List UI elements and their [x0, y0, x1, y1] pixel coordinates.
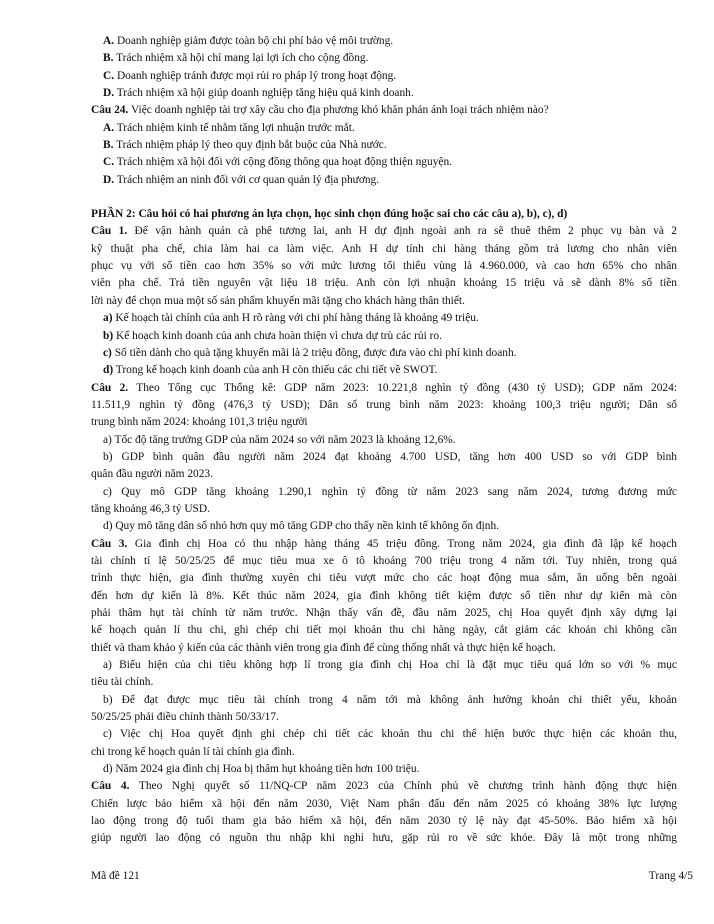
statement-line: d) Quy mô tăng dân số nhỏ hơn quy mô tăng GDP cho thấy nền kinh tế không ổn định. — [103, 520, 500, 533]
option-text: Trách nhiệm xã hội đối với cộng đồng thông qua hoạt động thiện nguyện. — [116, 156, 452, 169]
question-text-line: viên pha chế. Trả tiền nguyên vật liệu 18 triệu. Anh còn lợi nhuận khoảng 15 triệu và sẽ dành 8% số tiền — [91, 277, 677, 290]
question-text-line: kỹ thuật pha chế, chia làm hai ca làm việc. Anh H dự tính chi hàng tháng gồm trả lương cho nhân viên — [91, 242, 677, 255]
question-text-line: phải thâm hụt tài chính từ năm trước. Nhận thấy vấn đề, đầu năm 2025, chị Hoa quyết định xây dựng lại — [91, 607, 677, 619]
option-line — [91, 154, 677, 171]
question-4-line — [91, 778, 677, 795]
option-line — [91, 85, 677, 102]
statement-line-cont: quân đầu người năm 2023. — [91, 468, 213, 481]
option-text: Trách nhiệm pháp lý theo quy định bắt buộc của Nhà nước. — [116, 139, 387, 152]
question-text: Theo Tổng cục Thống kê: GDP năm 2023: 10.221,8 nghìn tỷ đồng (430 tỷ USD); GDP năm 2024: — [136, 381, 677, 394]
statement-line: a) Biểu hiện của chi tiêu không hợp lí trong gia đình chị Hoa chỉ là đặt mục tiêu quá lớn so với % mục — [103, 659, 677, 672]
option-line — [91, 33, 677, 50]
statement-line: b) GDP bình quân đầu người năm 2024 đạt khoảng 4.700 USD, tăng hơn 400 USD so với GDP bình — [103, 450, 677, 463]
question-24 — [91, 102, 677, 119]
option-letter: C. — [103, 69, 115, 82]
question-label: Câu 4. — [91, 780, 130, 793]
question-text-line: lao động trong độ tuổi tham gia bảo hiểm xã hội, đến năm 2030 tỷ lệ này đạt 45-50%. Bảo hiểm xã hội — [91, 815, 677, 828]
statement-line: c) Quy mô GDP tăng khoảng 1.290,1 nghìn tỷ đồng từ năm 2023 sang năm 2024, tương đương mức — [103, 485, 677, 498]
option-letter: B. — [103, 52, 114, 65]
statement-line — [91, 328, 677, 345]
question-text: Theo Nghị quyết số 11/NQ-CP năm 2023 của Chính phủ về chương trình hành động thực hiện — [138, 780, 677, 793]
statement-text: Trong kế hoạch kinh doanh của anh H còn thiếu các chi tiết về SWOT. — [115, 364, 438, 377]
statement-line-cont: tiêu tài chính. — [91, 676, 154, 689]
statement-line — [91, 345, 677, 362]
statement-line: c) Việc chị Hoa quyết định ghi chép chi tiết các khoản thu chi thể hiện bước thực hiện các khoản thu, — [103, 728, 677, 741]
question-text-line: Chiến lược bảo hiểm xã hội đến năm 2030, Việt Nam phấn đấu đến năm 2025 có khoảng 38% lực lượng — [91, 797, 677, 810]
option-letter: C. — [103, 156, 115, 169]
option-text: Doanh nghiệp tránh được mọi rủi ro pháp lý trong hoạt động. — [116, 69, 397, 82]
question-text-line: tài chính tỉ lệ 50/25/25 để mục tiêu mua xe ô tô khoảng 700 triệu trong 4 năm tới. Tuy nhiên, trong quá — [91, 554, 677, 567]
page-number: Trang 4/5 — [648, 870, 693, 882]
section-gap — [91, 189, 677, 206]
question-text-line: phục vụ với số tiền cao hơn 35% so với mức lương tối thiểu vùng là 4.960.000, và cao hơn 65% cho nhân — [91, 260, 677, 273]
question-label: Câu 24. — [91, 104, 129, 117]
statement-line: d) Năm 2024 gia đình chị Hoa bị thâm hụt khoảng tiền hơn 100 triệu. — [103, 763, 420, 776]
option-text: Trách nhiệm an ninh đối với cơ quan quản lý địa phương. — [116, 173, 380, 186]
question-text-line: trung bình năm 2024: khoảng 101,3 triệu người — [91, 416, 308, 429]
question-text-line: thiết và tham khảo ý kiến của các thành viên trong gia đình để cùng thống nhất và thực hiện kế hoạch. — [91, 641, 556, 654]
question-text: Việc doanh nghiệp tài trợ xây cầu cho địa phương khó khăn phản ánh loại trách nhiệm nào? — [131, 104, 549, 117]
option-line — [91, 120, 677, 137]
option-text: Trách nhiệm xã hội giúp doanh nghiệp tăng hiệu quả kinh doanh. — [116, 87, 414, 100]
question-label: Câu 3. — [91, 537, 128, 550]
option-line — [91, 50, 677, 67]
question-text-line: đến hơn dự kiến là 8%. Kết thúc năm 2024, gia đình không tiết kiệm được số tiền như dự kiến mà còn — [91, 589, 677, 602]
question-text-line: lời này để chọn mua một số sản phẩm khuyến mãi tặng cho khách hàng thân thiết. — [91, 294, 465, 307]
statement-line-cont: chi trong kế hoạch quản lí tài chính gia đình. — [91, 745, 295, 758]
question-label: Câu 2. — [91, 381, 129, 394]
statement-text: Số tiền dành cho quà tặng khuyến mãi là 2 triệu đồng, được đưa vào chi phí kinh doanh. — [114, 346, 517, 359]
option-letter: B. — [103, 139, 114, 152]
option-line — [91, 172, 677, 189]
statement-line-cont: 50/25/25 phải điều chỉnh thành 50/33/17. — [91, 711, 279, 724]
option-letter: D. — [103, 173, 115, 186]
option-letter: A. — [103, 35, 115, 47]
statement-line: a) Tốc độ tăng trưởng GDP của năm 2024 so với năm 2023 là khoảng 12,6%. — [103, 433, 456, 446]
question-text-line: 11.511,9 nghìn tỷ đồng (476,3 tỷ USD); Dân số trung bình năm 2023: khoảng 100,3 triệu người; Dân số — [91, 398, 677, 411]
question-2-line — [91, 380, 677, 397]
exam-code: Mã đề 121 — [91, 870, 140, 882]
question-label: Câu 1. — [91, 225, 128, 238]
option-letter: D. — [103, 87, 115, 100]
statement-letter: a) — [103, 312, 113, 325]
question-text-line: trình thực hiện, gia đình thường xuyên chi tiêu vượt mức cho các hoạt động mua sắm, ăn uống bên ngoài — [91, 572, 677, 585]
question-text: Để vận hành quán cà phê tương lai, anh H dự định ngoài anh ra sẽ thuê thêm 2 phục vụ bàn và 2 — [134, 225, 677, 238]
question-1-line — [91, 223, 677, 240]
statement-letter: c) — [103, 346, 112, 359]
option-letter: A. — [103, 121, 115, 134]
option-text: Trách nhiệm xã hội chỉ mang lại lợi ích cho cộng đồng. — [116, 52, 369, 65]
statement-line: b) Để đạt được mục tiêu tài chính trong 4 năm tới mà không ảnh hưởng khoản chi thiết yếu, khoản — [103, 693, 677, 706]
question-3-line — [91, 536, 677, 553]
option-line — [91, 68, 677, 85]
statement-text: Kế hoạch tài chính của anh H rõ ràng với chi phí hàng tháng là khoảng 49 triệu. — [115, 312, 479, 325]
option-text: Doanh nghiệp giảm được toàn bộ chi phí bảo vệ môi trường. — [116, 35, 394, 47]
statement-line — [91, 362, 677, 379]
question-text: Gia đình chị Hoa có thu nhập hàng tháng 45 triệu đồng. Trong năm 2024, gia đình đã lập kế hoạch — [134, 537, 677, 550]
option-text: Trách nhiệm kinh tế nhằm tăng lợi nhuận trước mắt. — [116, 121, 355, 134]
statement-letter: b) — [103, 329, 114, 342]
question-text-line: kế hoạch quản lí thu chi, ghi chép chi tiết mọi khoản thu chi hàng ngày, cắt giảm các khoản chi không cần — [91, 624, 677, 637]
statement-text: Kế hoạch kinh doanh của anh chưa hoàn thiện vì chưa dự trù các rủi ro. — [116, 329, 442, 342]
statement-letter: d) — [103, 364, 114, 377]
statement-line-cont: tăng khoảng 46,3 tỷ USD. — [91, 502, 210, 515]
option-line — [91, 137, 677, 154]
statement-line — [91, 310, 677, 327]
page-content — [91, 33, 677, 848]
question-text-line: giúp người lao động có nguồn thu nhập khi nghỉ hưu, gặp rủi ro về sức khỏe. Đây là một trong những — [91, 832, 677, 845]
part-2-heading: PHẦN 2: Câu hỏi có hai phương án lựa chọn, học sinh chọn đúng hoặc sai cho các câu a), b), c), d) — [91, 208, 568, 221]
